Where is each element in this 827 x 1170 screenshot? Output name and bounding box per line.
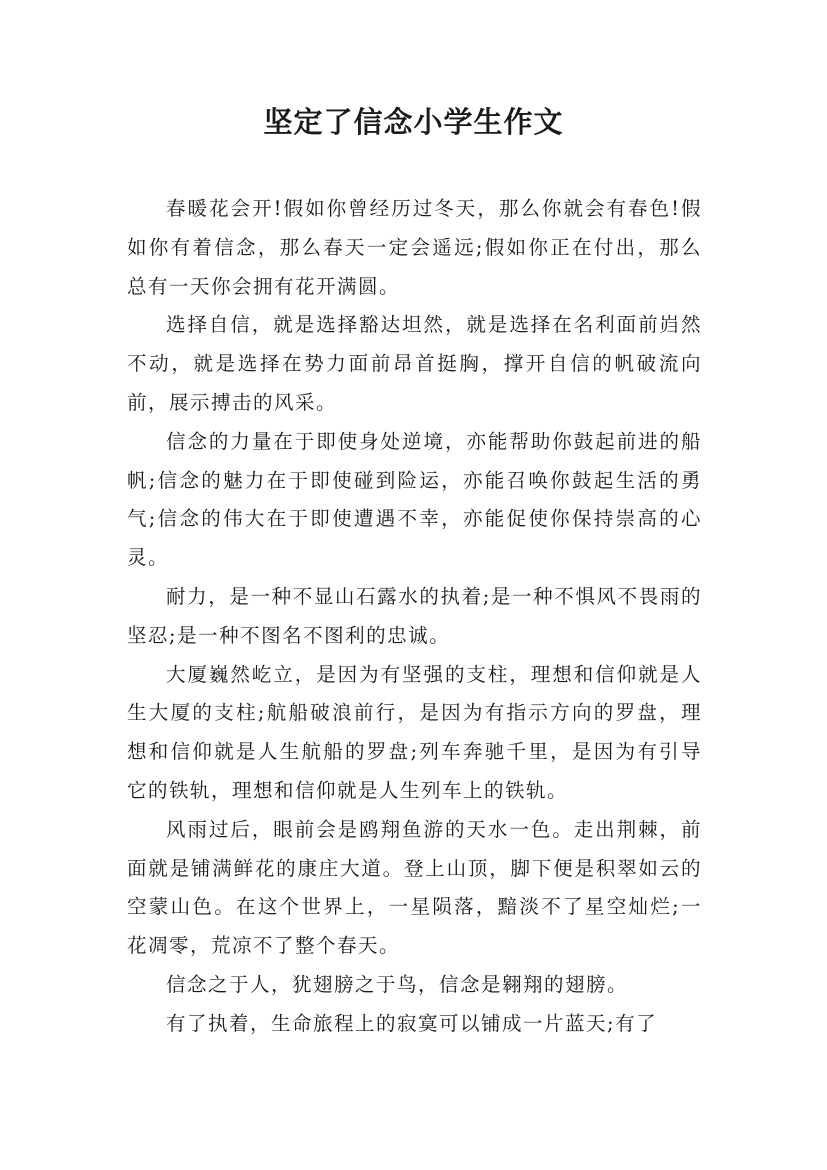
paragraph-6: 风雨过后，眼前会是鸥翔鱼游的天水一色。走出荆棘，前面就是铺满鲜花的康庄大道。登上山顶，脚下便是积翠如云的空蒙山色。在这个世界上，一星陨落，黯淡不了星空灿烂;一花凋零，荒凉不了整个春天。 [127, 817, 702, 958]
paragraph-5: 大厦巍然屹立，是因为有坚强的支柱，理想和信仰就是人生大厦的支柱;航船破浪前行，是因为有指示方向的罗盘，理想和信仰就是人生航船的罗盘;列车奔驰千里，是因为有引导它的铁轨，理想和信仰就是人生列车上的铁轨。 [127, 662, 702, 802]
paragraph-8: 有了执着，生命旅程上的寂寞可以铺成一片蓝天;有了 [166, 1011, 658, 1035]
paragraph-3: 信念的力量在于即使身处逆境，亦能帮助你鼓起前进的船帆;信念的魅力在于即使碰到险运，亦能召唤你鼓起生活的勇气;信念的伟大在于即使遭遇不幸，亦能促使你保持崇高的心灵。 [127, 429, 702, 570]
document-title: 坚定了信念小学生作文 [263, 105, 564, 139]
paragraph-1: 春暖花会开!假如你曾经历过冬天，那么你就会有春色!假如你有着信念，那么春天一定会遥远;假如你正在付出，那么总有一天你会拥有花开满圆。 [127, 197, 702, 298]
paragraph-7: 信念之于人，犹翅膀之于鸟，信念是翱翔的翅膀。 [166, 972, 629, 996]
paragraph-4: 耐力，是一种不显山石露水的执着;是一种不惧风不畏雨的坚忍;是一种不图名不图利的忠诚。 [127, 584, 702, 647]
document-body [127, 190, 702, 1044]
paragraph-2: 选择自信，就是选择豁达坦然，就是选择在名利面前岿然不动，就是选择在势力面前昂首挺胸，撑开自信的帆破流向前，展示搏击的风采。 [127, 313, 702, 414]
